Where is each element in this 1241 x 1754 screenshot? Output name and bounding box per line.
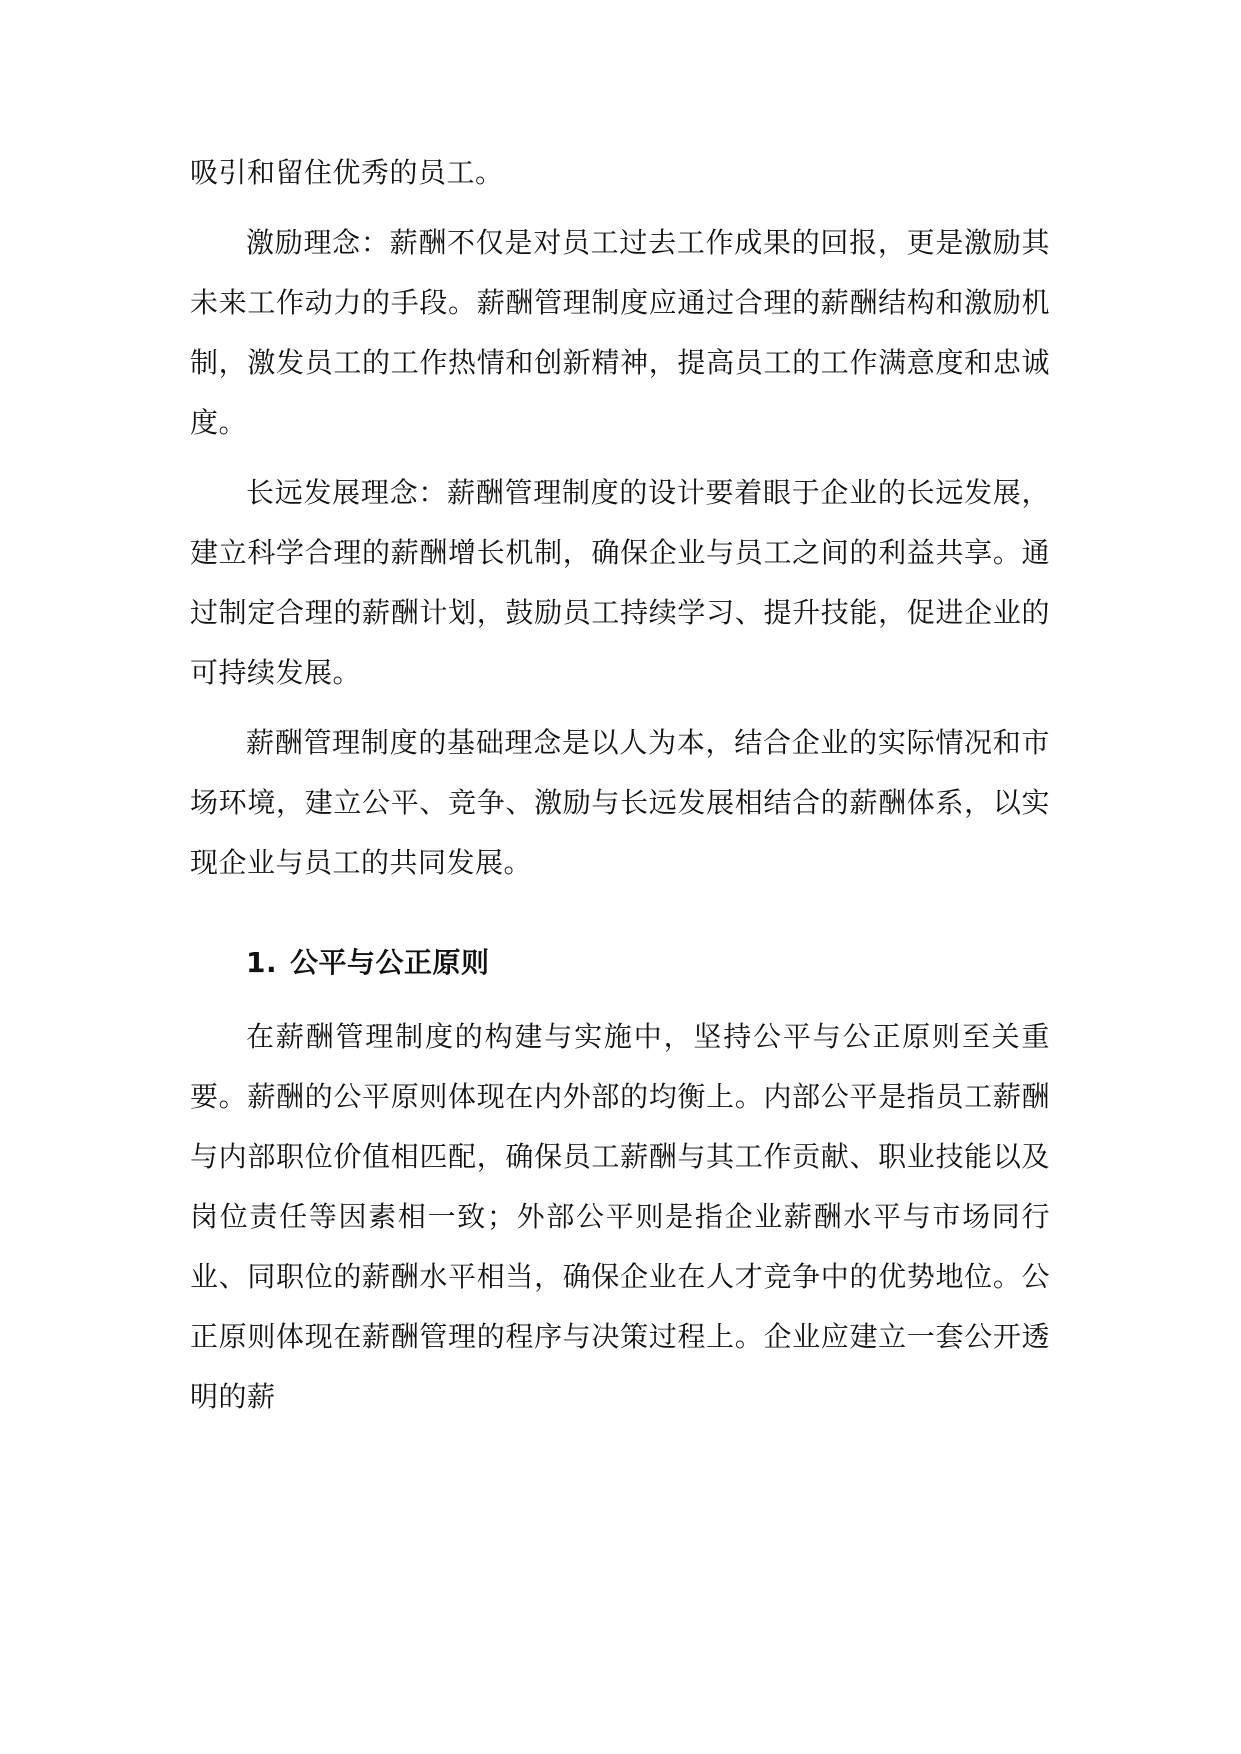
paragraph-summary: 薪酬管理制度的基础理念是以人为本，结合企业的实际情况和市场环境，建立公平、竞争、激励与长远发展相结合的薪酬体系，以实现企业与员工的共同发展。 [190,726,1050,879]
paragraph-incentive-concept: 激励理念：薪酬不仅是对员工过去工作成果的回报，更是激励其未来工作动力的手段。薪酬管理制度应通过合理的薪酬结构和激励机制，激发员工的工作热情和创新精神，提高员工的工作满意度和忠诚度。 [190,226,1050,439]
paragraph-fairness-principle: 在薪酬管理制度的构建与实施中，坚持公平与公正原则至关重要。薪酬的公平原则体现在内外部的均衡上。内部公平是指员工薪酬与内部职位价值相匹配，确保员工薪酬与其工作贡献、职业技能以及岗位责任等因素相一致；外部公平则是指企业薪酬水平与市场同行业、同职位的薪酬水平相当，确保企业在人才竞争中的优势地位。公正原则体现在薪酬管理的程序与决策过程上。企业应建立一套公开透明的薪 [190,1020,1050,1413]
section-heading [190,933,1050,993]
paragraph-long-term-concept: 长远发展理念：薪酬管理制度的设计要着眼于企业的长远发展，建立科学合理的薪酬增长机制，确保企业与员工之间的利益共享。通过制定合理的薪酬计划，鼓励员工持续学习、提升技能，促进企业的可持续发展。 [190,476,1050,689]
section-number: 1. [246,946,278,979]
paragraph-continuation: 吸引和留住优秀的员工。 [190,156,504,189]
section-title: 公平与公正原则 [290,946,490,979]
document-body [190,143,1050,1437]
